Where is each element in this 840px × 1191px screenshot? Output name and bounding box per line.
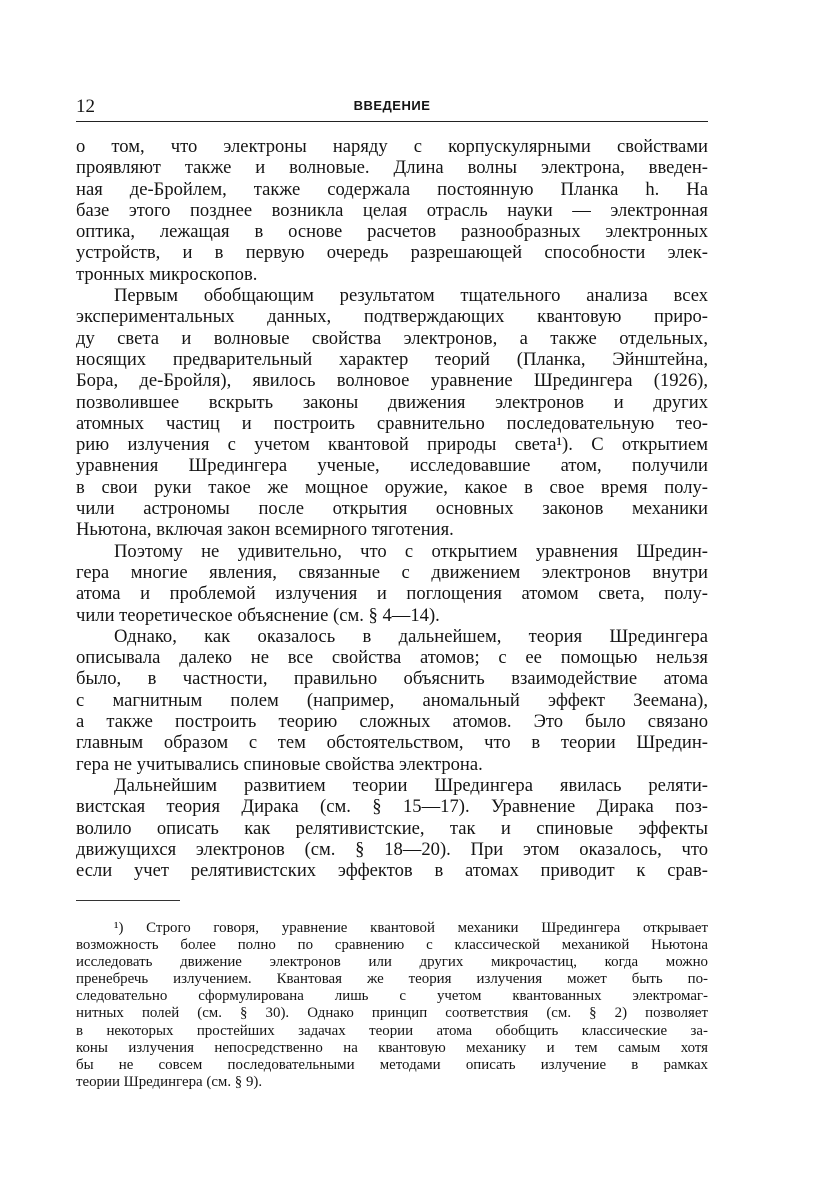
footnote-line: бы не совсем последовательными методами описать излучение в рамках	[76, 1056, 708, 1073]
footnote-line: возможность более полно по сравнению с классической механикой Ньютона	[76, 937, 708, 954]
page-header	[76, 96, 708, 120]
text-line: устройств, и в первую очередь разрешающей способности элек-	[76, 242, 708, 264]
text-line: рию излучения с учетом квантовой природы света¹). С открытием	[76, 434, 708, 456]
running-title: ВВЕДЕНИЕ	[353, 98, 431, 113]
text-line: Бора, де-Бройля), явилось волновое уравнение Шредингера (1926),	[76, 370, 708, 392]
text-line: уравнения Шредингера ученые, исследовавшие атом, получили	[76, 455, 708, 477]
text-line: экспериментальных данных, подтверждающих квантовую приро-	[76, 306, 708, 328]
text-line: о том, что электроны наряду с корпускулярными свойствами	[76, 136, 708, 157]
text-line: чили теоретическое объяснение (см. § 4—14).	[76, 604, 440, 626]
main-text	[76, 136, 708, 881]
text-line: вистская теория Дирака (см. § 15—17). Уравнение Дирака поз-	[76, 796, 708, 818]
text-line: атома и проблемой излучения и поглощения атомом света, полу-	[76, 583, 708, 605]
header-rule	[76, 121, 708, 122]
footnote-line: в некоторых простейших задачах теории атома обобщить классические за-	[76, 1022, 708, 1039]
text-line: если учет релятивистских эффектов в атомах приводит к срав-	[76, 860, 708, 882]
text-line: главным образом с тем обстоятельством, что в теории Шредин-	[76, 732, 708, 754]
text-line: Однако, как оказалось в дальнейшем, теория Шредингера	[114, 625, 708, 647]
text-line: в свои руки такое же мощное оружие, какое в свое время полу-	[76, 476, 708, 498]
footnote-line: пренебречь излучением. Квантовая же теория излучения может быть по-	[76, 971, 708, 988]
footnote-rule	[76, 900, 180, 901]
text-line: описывала далеко не все свойства атомов; с ее помощью нельзя	[76, 647, 708, 669]
page-number: 12	[76, 96, 95, 117]
text-line: с магнитным полем (например, аномальный эффект Зеемана),	[76, 689, 708, 711]
text-line: чили астрономы после открытия основных законов механики	[76, 498, 708, 520]
text-line: носящих предварительный характер теорий (Планка, Эйнштейна,	[76, 348, 708, 370]
text-line: Дальнейшим развитием теории Шредингера явилась реляти-	[114, 774, 708, 796]
footnote-line: исследовать движение электронов или других микрочастиц, когда можно	[76, 954, 708, 971]
text-line: тронных микроскопов.	[76, 263, 258, 285]
footnote-line: ¹) Строго говоря, уравнение квантовой механики Шредингера открывает	[114, 920, 708, 936]
text-line: движущихся электронов (см. § 18—20). При этом оказалось, что	[76, 838, 708, 860]
text-line: гера не учитывались спиновые свойства электрона.	[76, 753, 483, 775]
footnote-line: теории Шредингера (см. § 9).	[76, 1073, 263, 1090]
footnote-line: нитных полей (см. § 30). Однако принцип соответствия (см. § 2) позволяет	[76, 1005, 708, 1022]
text-line: позволившее вскрыть законы движения электронов и других	[76, 391, 708, 413]
footnote-line: коны излучения непосредственно на квантовую механику и тем самым хотя	[76, 1039, 708, 1056]
text-line: Первым обобщающим результатом тщательного анализа всех	[114, 285, 708, 307]
text-line: Ньютона, включая закон всемирного тяготения.	[76, 519, 454, 541]
text-line: базе этого позднее возникла целая отрасль науки — электронная	[76, 199, 708, 221]
text-line: ду света и волновые свойства электронов, а также отдельных,	[76, 327, 708, 349]
footnote-line: следовательно сформулирована лишь с учетом квантованных электромаг-	[76, 988, 708, 1005]
text-line: ная де-Бройлем, также содержала постоянную Планка h. На	[76, 178, 708, 200]
text-line: проявляют также и волновые. Длина волны электрона, введен-	[76, 157, 708, 179]
text-line: Поэтому не удивительно, что с открытием уравнения Шредин-	[114, 540, 708, 562]
text-line: оптика, лежащая в основе расчетов разнообразных электронных	[76, 221, 708, 243]
text-line: гера многие явления, связанные с движением электронов внутри	[76, 561, 708, 583]
footnote	[76, 920, 708, 1091]
text-line: было, в частности, правильно объяснить взаимодействие атома	[76, 668, 708, 690]
text-line: атомных частиц и построить сравнительно последовательную тео-	[76, 412, 708, 434]
text-line: волило описать как релятивистские, так и спиновые эффекты	[76, 817, 708, 839]
text-line: а также построить теорию сложных атомов. Это было связано	[76, 711, 708, 733]
